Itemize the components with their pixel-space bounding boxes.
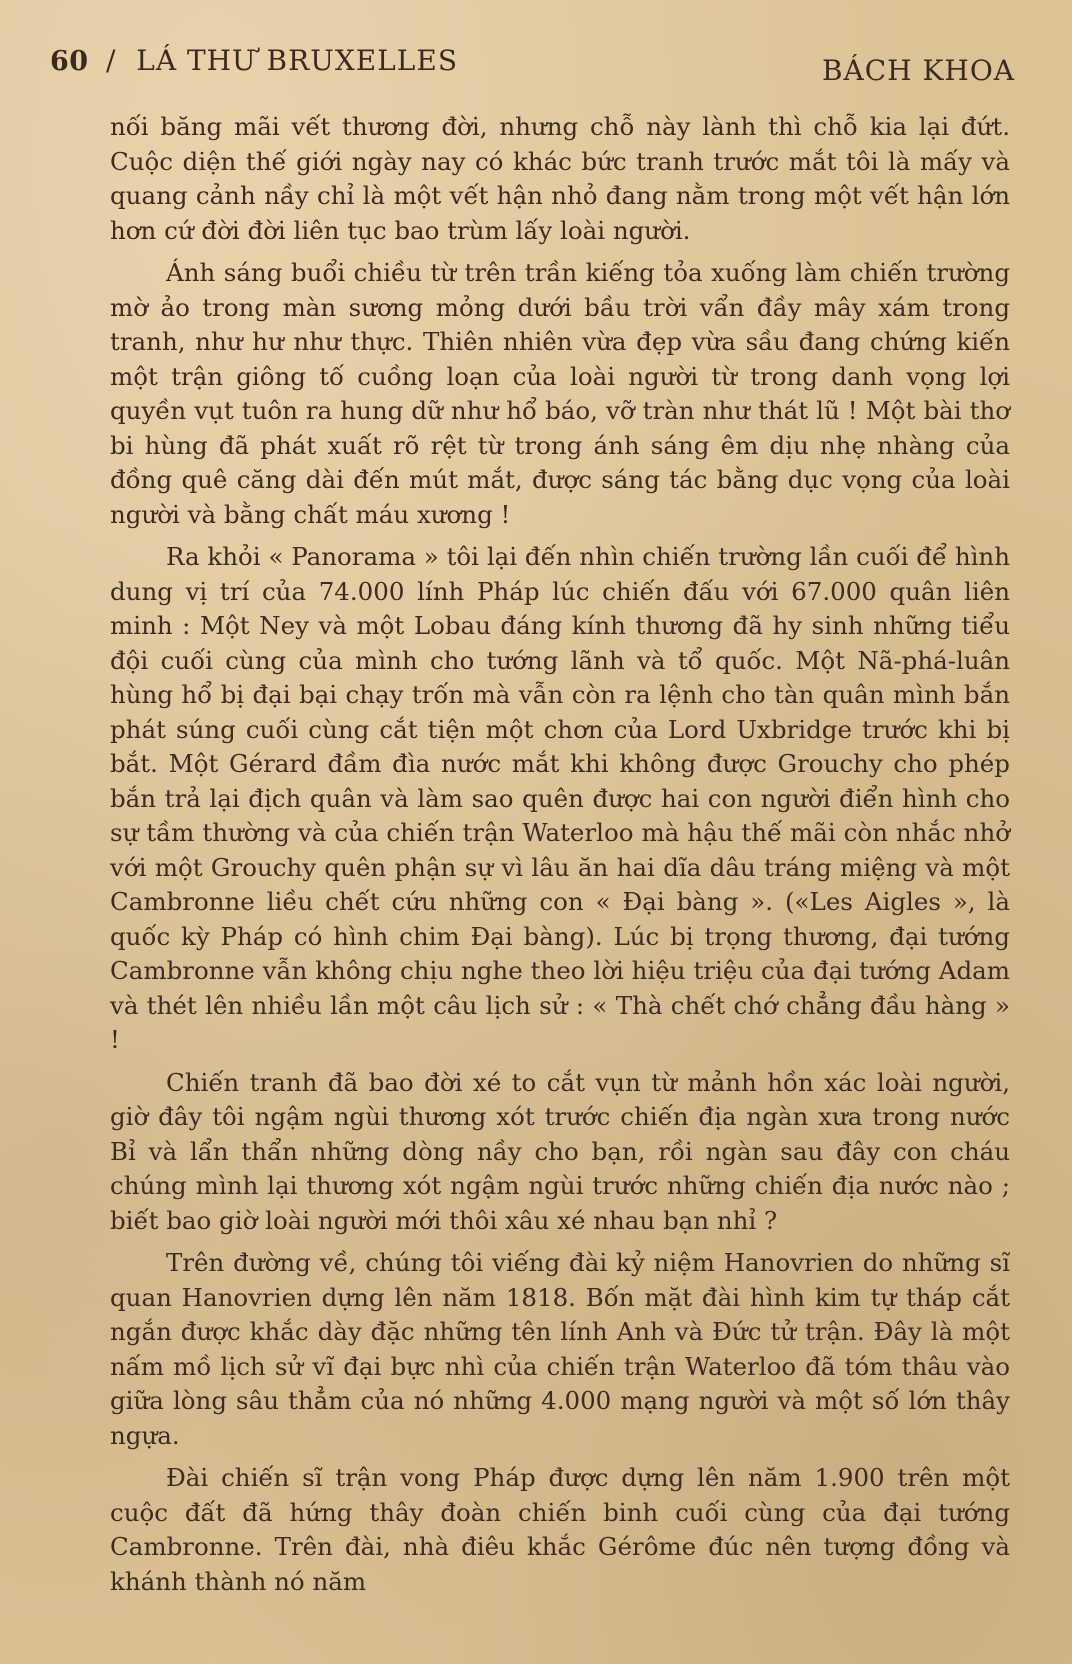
running-title (106, 44, 458, 77)
page-number: 60 (50, 46, 89, 77)
paragraph-5: Trên đường về, chúng tôi viếng đài kỷ niệm Hanovrien do những sĩ quan Hanovrien dựng lên năm 1818. Bốn mặt đài hình kim tự tháp cắt ngắn được khắc dày đặc những tên lính Anh và Đức tử trận. Đây là một nấm mồ lịch sử vĩ đại bực nhì của chiến trận Waterloo đã tóm thâu vào giữa lòng sâu thẳm của nó những 4.000 mạng người và một số lớn thây ngựa. (110, 1248, 1010, 1450)
article-title: LÁ THƯ BRUXELLES (136, 44, 458, 77)
article-body (110, 110, 1010, 1607)
header-separator: / (106, 44, 117, 77)
paragraph-2: Ánh sáng buổi chiều từ trên trần kiếng tỏa xuống làm chiến trường mờ ảo trong màn sương mỏng dưới bầu trời vẩn đầy mây xám trong tranh, như hư như thực. Thiên nhiên vừa đẹp vừa sầu đang chứng kiến một trận giông tố cuồng loạn của loài người từ trong danh vọng lợi quyền vụt tuôn ra hung dữ như hổ báo, vỡ tràn như thát lũ ! Một bài thơ bi hùng đã phát xuất rõ rệt từ trong ánh sáng êm dịu nhẹ nhàng của đồng quê căng dài đến mút mắt, được sáng tác bằng dục vọng của loài người và bằng chất máu xương ! (110, 258, 1010, 529)
paragraph-1: nối băng mãi vết thương đời, nhưng chỗ này lành thì chỗ kia lại đứt. Cuộc diện thế giới ngày nay có khác bức tranh trước mắt tôi là mấy và quang cảnh nầy chỉ là một vết hận nhỏ đang nằm trong một vết hận lớn hơn cứ đời đời liên tục bao trùm lấy loài người. (110, 112, 1010, 245)
journal-name: BÁCH KHOA (821, 54, 1015, 87)
page-header (50, 44, 1015, 92)
paragraph-3: Ra khỏi « Panorama » tôi lại đến nhìn chiến trường lần cuối để hình dung vị trí của 74.000 lính Pháp lúc chiến đấu với 67.000 quân liên minh : Một Ney và một Lobau đáng kính thương đã hy sinh những tiểu đội cuối cùng của mình cho tướng lãnh và tổ quốc. Một Nã-phá-luân hùng hổ bị đại bại chạy trốn mà vẫn còn ra lệnh cho tàn quân mình bắn phát súng cuối cùng cắt tiện một chơn của Lord Uxbridge trước khi bị bắt. Một Gérard đầm đìa nước mắt khi không được Grouchy cho phép bắn trả lại địch quân và làm sao quên được hai con người điển hình cho sự tầm thường và của chiến trận Waterloo mà hậu thế mãi còn nhắc nhở với một Grouchy quên phận sự vì lâu ăn hai dĩa dâu tráng miệng và một Cambronne liều chết cứu những con « Đại bàng ». («Les Aigles », là quốc kỳ Pháp có hình chim Đại bàng). Lúc bị trọng thương, đại tướng Cambronne vẫn không chịu nghe theo lời hiệu triệu của đại tướng Adam và thét lên nhiều lần một câu lịch sử : « Thà chết chớ chẳng đầu hàng » ! (110, 542, 1010, 1054)
paragraph-6: Đài chiến sĩ trận vong Pháp được dựng lên năm 1.900 trên một cuộc đất đã hứng thây đoàn chiến binh cuối cùng của đại tướng Cambronne. Trên đài, nhà điêu khắc Gérôme đúc nên tượng đồng và khánh thành nó năm (110, 1463, 1010, 1596)
paragraph-4: Chiến tranh đã bao đời xé to cắt vụn từ mảnh hồn xác loài người, giờ đây tôi ngậm ngùi thương xót trước chiến địa ngàn xưa trong nước Bỉ và lẩn thẩn những dòng nầy cho bạn, rồi ngàn sau đây con cháu chúng mình lại thương xót ngậm ngùi trước những chiến địa nước nào ; biết bao giờ loài người mới thôi xâu xé nhau bạn nhỉ ? (110, 1067, 1010, 1235)
